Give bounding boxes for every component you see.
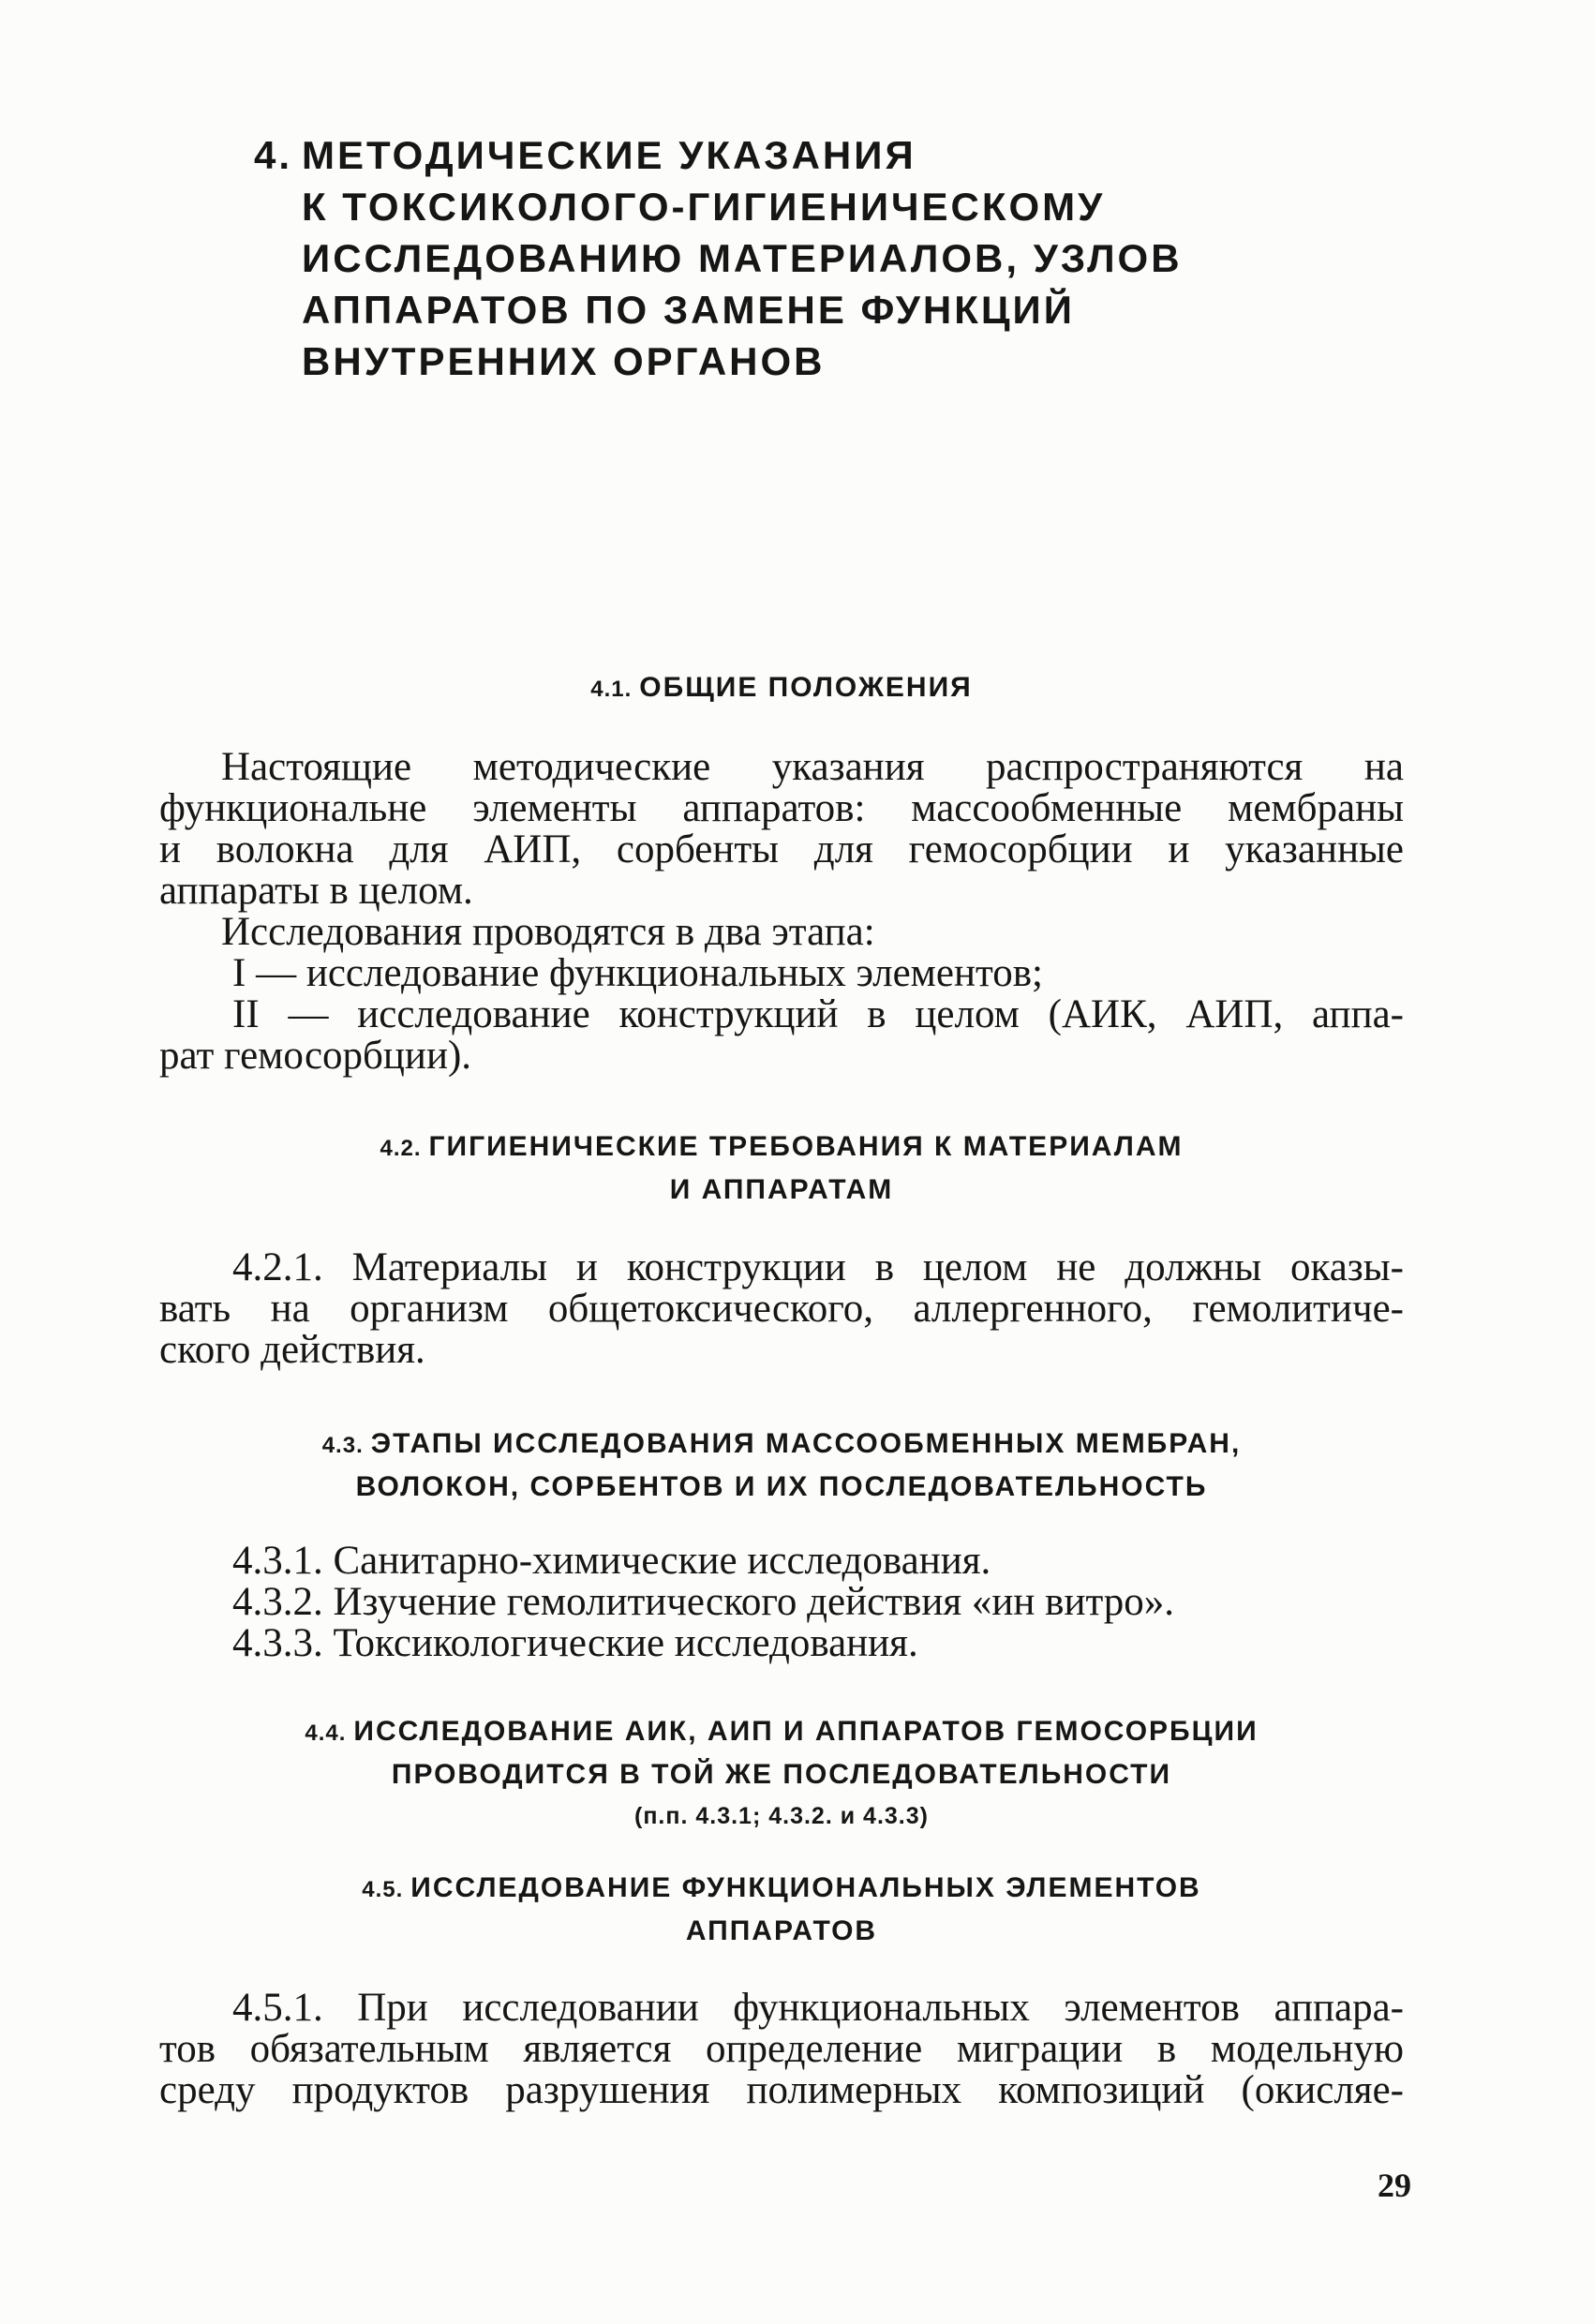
section-body-4-1 (159, 747, 1404, 1077)
section-title: ИССЛЕДОВАНИЕ АИК, АИП И АППАРАТОВ ГЕМОСОРБЦИИ (353, 1716, 1259, 1747)
section-title: ИССЛЕДОВАНИЕ ФУНКЦИОНАЛЬНЫХ ЭЛЕМЕНТОВ (410, 1872, 1201, 1903)
text-line: 4.2.1. Материалы и конструкции в целом не должны оказы- (232, 1245, 1404, 1289)
section-heading-line (159, 1126, 1404, 1169)
chapter-title (254, 129, 1378, 387)
section-heading-line: АППАРАТОВ (685, 1915, 878, 1946)
section-heading-4-2 (159, 1126, 1404, 1211)
section-body-4-5 (159, 1988, 1404, 2111)
list-item: 4.3.1. Санитарно-химические исследования. (232, 1539, 991, 1583)
section-body-4-3 (159, 1541, 1404, 1664)
section-heading-line: И АППАРАТАМ (669, 1174, 894, 1205)
text-line: вать на организм общетоксического, аллергенного, гемолитиче- (159, 1287, 1404, 1331)
text-line: Настоящие методические указания распространяются на (221, 745, 1404, 789)
text-line: аппараты в целом. (159, 869, 473, 913)
section-number: 4.3. (321, 1433, 364, 1458)
section-heading-note: (п.п. 4.3.1; 4.3.2. и 4.3.3) (634, 1803, 929, 1829)
section-heading-4-1 (159, 667, 1404, 710)
chapter-title-line: К ТОКСИКОЛОГО-ГИГИЕНИЧЕСКОМУ (302, 185, 1106, 229)
page-number: 29 (1378, 2167, 1411, 2204)
chapter-number: 4. (254, 133, 293, 177)
section-number: 4.2. (380, 1136, 422, 1161)
text-line: I — исследование функциональных элементов; (232, 951, 1043, 995)
section-number: 4.4. (305, 1721, 347, 1746)
chapter-title-line: ВНУТРЕННИХ ОРГАНОВ (302, 339, 826, 383)
section-number: 4.5. (362, 1877, 404, 1902)
chapter-title-line: ИССЛЕДОВАНИЮ МАТЕРИАЛОВ, УЗЛОВ (302, 236, 1183, 280)
section-number: 4.1. (590, 677, 633, 702)
chapter-title-line: АППАРАТОВ ПО ЗАМЕНЕ ФУНКЦИЙ (302, 288, 1075, 332)
chapter-title-text: МЕТОДИЧЕСКИЕ УКАЗАНИЯ (302, 133, 916, 177)
list-item: 4.3.2. Изучение гемолитического действия «ин витро». (232, 1580, 1175, 1624)
chapter-title-line (254, 129, 1378, 181)
section-heading-line (159, 1711, 1404, 1754)
section-heading-line (159, 1423, 1404, 1467)
section-body-4-2 (159, 1247, 1404, 1371)
text-line: тов обязательным является определение миграции в модельную (159, 2027, 1404, 2071)
text-line: II — исследование конструкций в целом (АИК, АИП, аппа- (232, 992, 1404, 1036)
section-heading-line (159, 1868, 1404, 1911)
text-line: рат гемосорбции). (159, 1034, 472, 1078)
section-heading-4-5 (159, 1868, 1404, 1952)
section-title: ОБЩИЕ ПОЛОЖЕНИЯ (639, 672, 973, 703)
section-heading-4-4 (159, 1711, 1404, 1837)
text-line: функциональне элементы аппаратов: массообменные мембраны (159, 786, 1404, 830)
list-item: 4.3.3. Токсикологические исследования. (232, 1621, 918, 1665)
section-title: ГИГИЕНИЧЕСКИЕ ТРЕБОВАНИЯ К МАТЕРИАЛАМ (428, 1131, 1184, 1162)
text-line: Исследования проводятся в два этапа: (221, 910, 875, 954)
section-heading-line (159, 667, 1404, 710)
text-line: среду продуктов разрушения полимерных композиций (окисляе- (159, 2068, 1404, 2112)
section-heading-line: ВОЛОКОН, СОРБЕНТОВ И ИХ ПОСЛЕДОВАТЕЛЬНОСТЬ (355, 1471, 1208, 1502)
section-title: ЭТАПЫ ИССЛЕДОВАНИЯ МАССООБМЕННЫХ МЕМБРАН, (370, 1428, 1242, 1459)
section-heading-line: ПРОВОДИТСЯ В ТОЙ ЖЕ ПОСЛЕДОВАТЕЛЬНОСТИ (391, 1759, 1172, 1790)
text-line: и волокна для АИП, сорбенты для гемосорбции и указанные (159, 827, 1404, 872)
text-line: ского действия. (159, 1328, 425, 1372)
text-line: 4.5.1. При исследовании функциональных элементов аппара- (232, 1986, 1404, 2030)
section-heading-4-3 (159, 1423, 1404, 1508)
